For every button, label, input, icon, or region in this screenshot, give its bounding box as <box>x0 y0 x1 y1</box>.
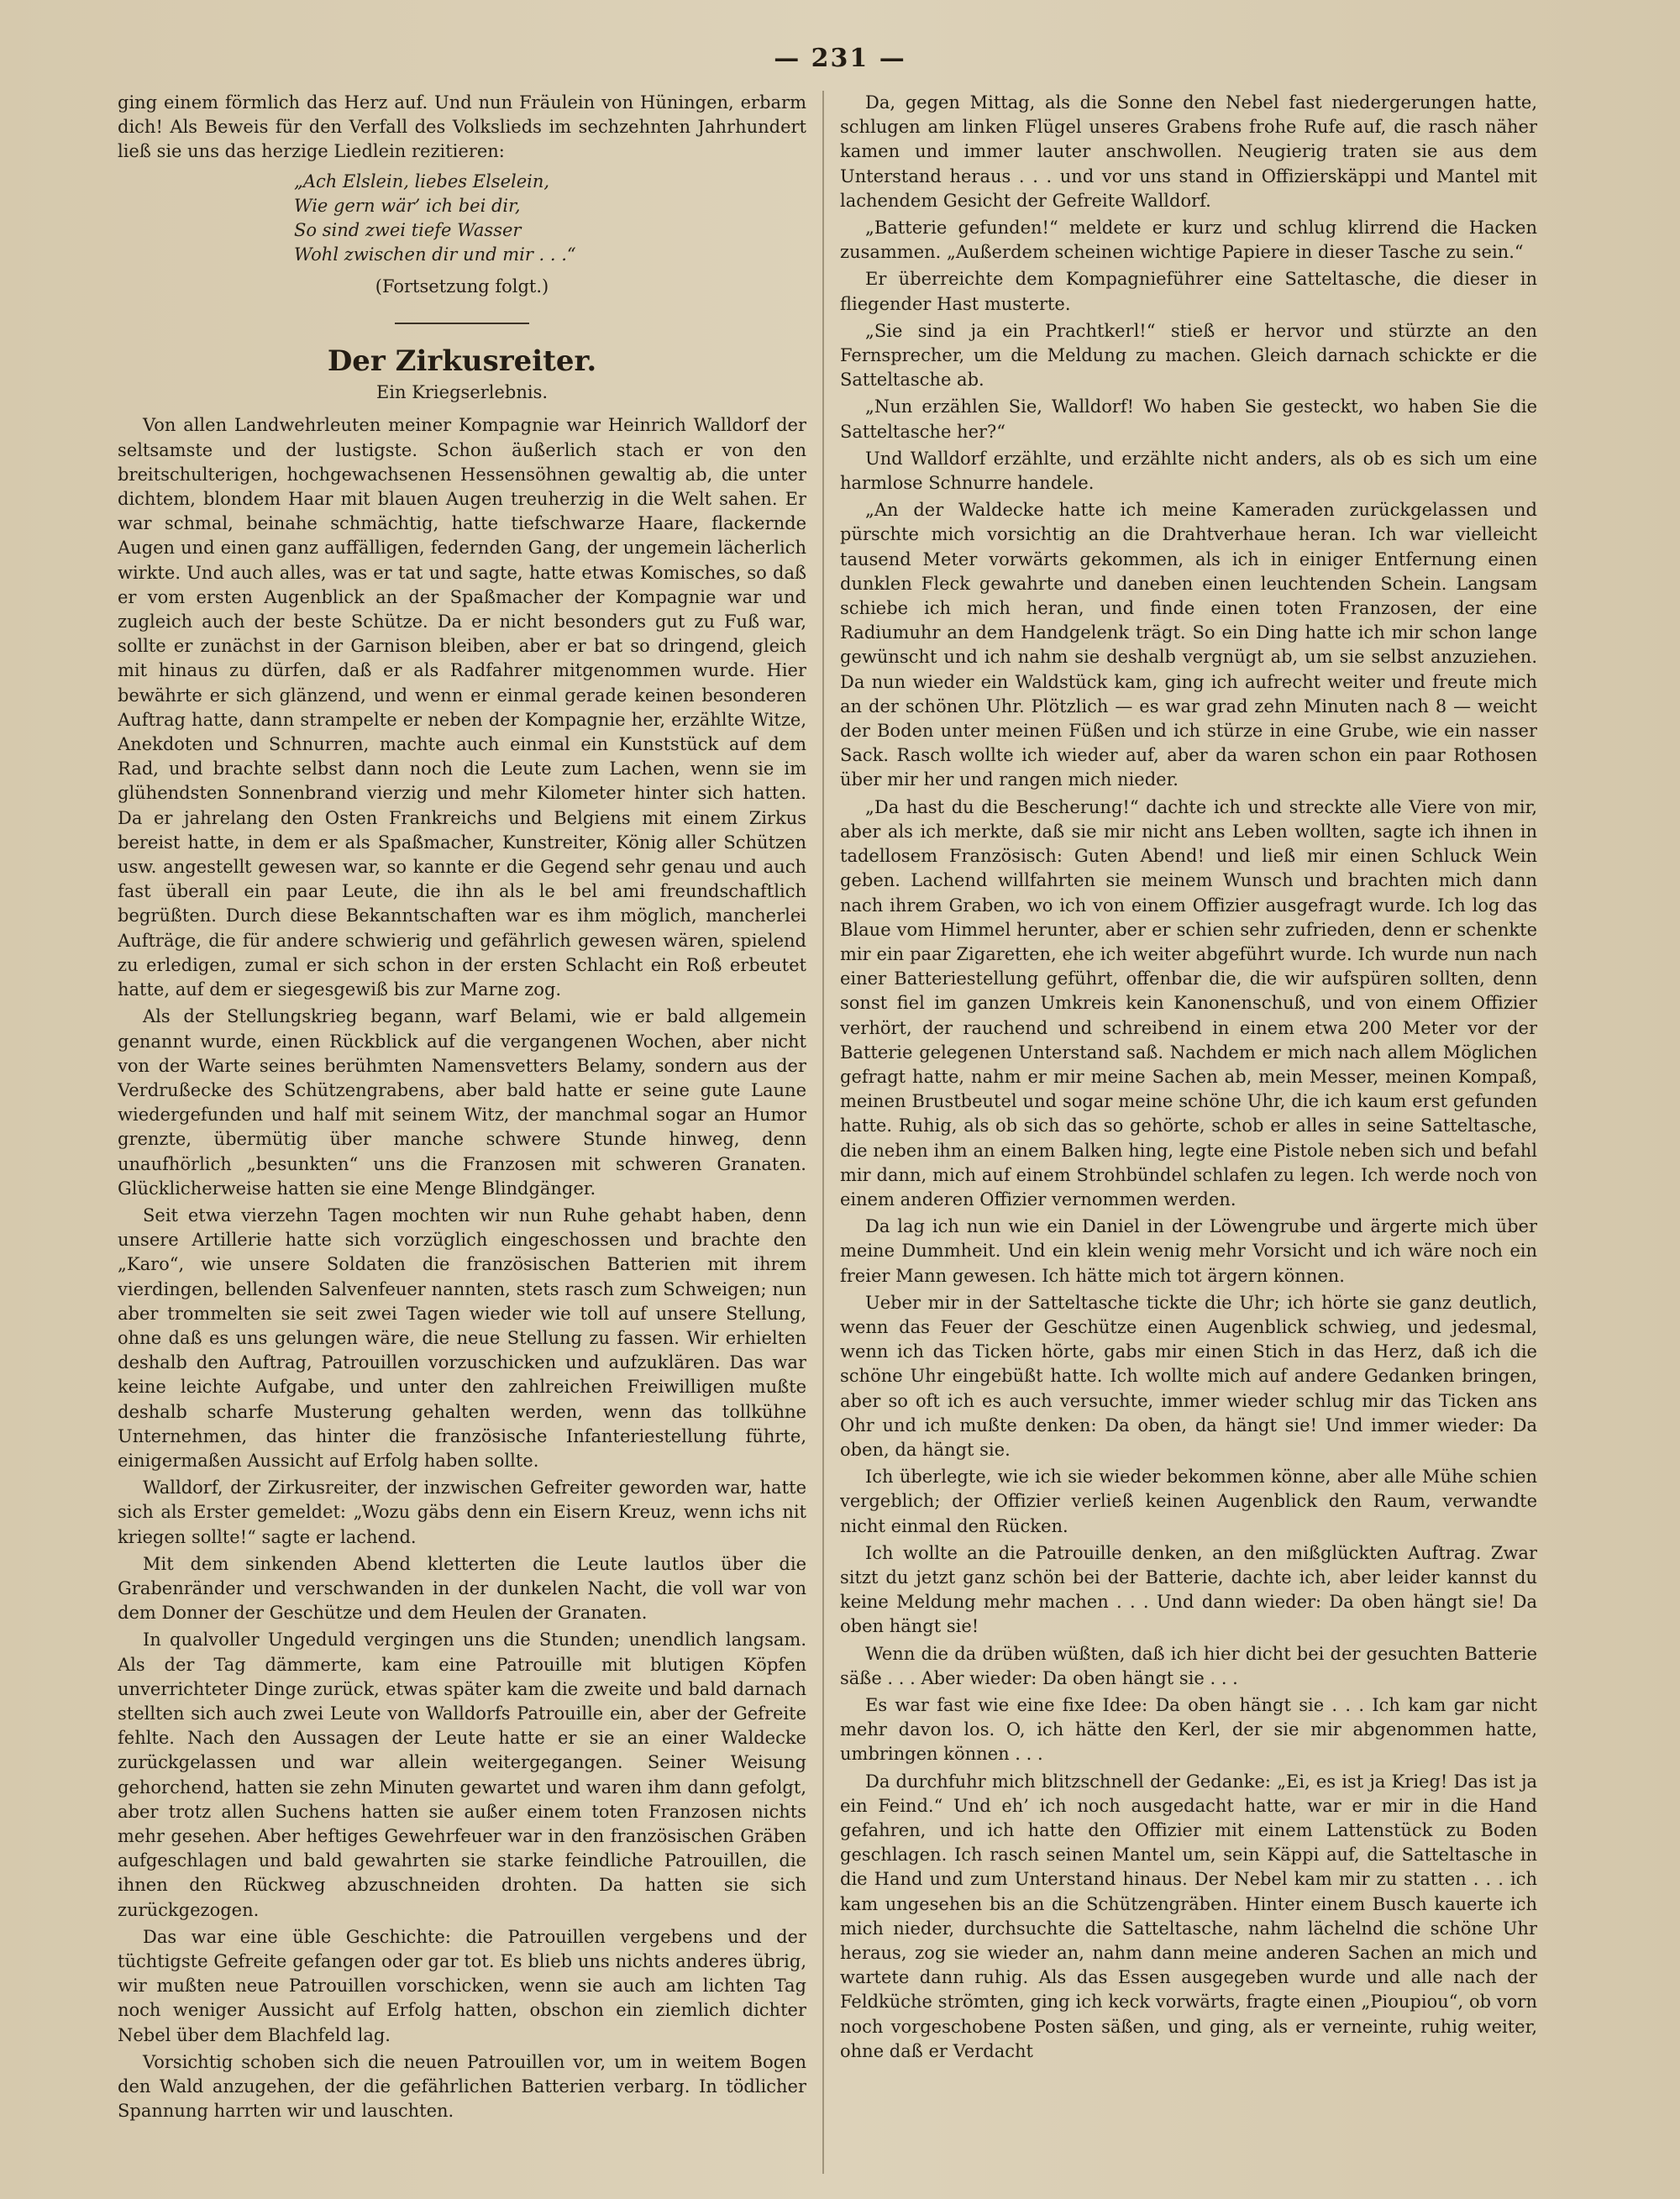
story-paragraph: „An der Waldecke hatte ich meine Kameraden zurückgelassen und pürschte mich vorsichtig an die Drahtverhaue heran. Ich war vielleicht tausend Meter vorwärts gekommen, als ich in einiger Entfernung einen dunklen Fleck gewahrte und daneben einen leuchtenden Schein. Langsam schiebe ich mich heran, und finde einen toten Franzosen, der eine Radiumuhr an dem Handgelenk trägt. So ein Ding hatte ich mir schon lange gewünscht und ich nahm sie deshalb vergnügt ab, um sie selbst anzuziehen. Da nun wieder ein Waldstück kam, ging ich aufrecht weiter und freute mich an der schönen Uhr. Plötzlich — es war grad zehn Minuten nach 8 — weicht der Boden unter meinen Füßen und ich stürze in eine Grube, wie ein nasser Sack. Rasch wollte ich wieder auf, aber da waren schon ein paar Rothosen über mir her und rangen mich nieder. <box>840 500 1537 790</box>
intro-paragraph: ging einem förmlich das Herz auf. Und nun Fräulein von Hüningen, erbarm dich! Als Beweis für den Verfall des Volkslieds im sechzehnten Jahrhundert ließ sie uns das herzige Liedlein rezitieren: <box>118 92 806 162</box>
story-paragraph: Er überreichte dem Kompagnieführer eine Satteltasche, die dieser in fliegender Hast musterte. <box>840 269 1537 314</box>
story-paragraph: Und Walldorf erzählte, und erzählte nicht anders, als ob es sich um eine harmlose Schnurre handele. <box>840 448 1537 494</box>
story-paragraph: Als der Stellungskrieg begann, warf Belami, wie er bald allgemein genannt wurde, einen Rückblick auf die vergangenen Wochen, aber nicht von der Warte seines berühmten Namensvetters Belamy, sondern aus der Verdrußecke des Schützengrabens, aber bald hatte er seine gute Laune wiedergefunden und half mit seinem Witz, der manchmal sogar an Humor grenzte, übermütig über manche schwere Stunde hinweg, denn unaufhörlich „besunkten“ uns die Franzosen mit schweren Granaten. Glücklicherweise hatten sie eine Menge Blindgänger. <box>118 1006 806 1199</box>
story-paragraph: Da, gegen Mittag, als die Sonne den Nebel fast niedergerungen hatte, schlugen am linken Flügel unseres Grabens frohe Rufe auf, die rasch näher kamen und immer lauter anschwollen. Neugierig traten sie aus dem Unterstand heraus . . . und vor uns stand in Offizierskäppi und Mantel mit lachendem Gesicht der Gefreite Walldorf. <box>840 92 1537 211</box>
story-paragraph: Ich überlegte, wie ich sie wieder bekommen könne, aber alle Mühe schien vergeblich; der Offizier verließ keinen Augenblick den Raum, verwandte nicht einmal den Rücken. <box>840 1467 1537 1536</box>
story-paragraph: „Sie sind ja ein Prachtkerl!“ stieß er hervor und stürzte an den Fernsprecher, um die Meldung zu machen. Gleich darnach schickte er die Satteltasche ab. <box>840 320 1537 391</box>
story-paragraph: In qualvoller Ungeduld vergingen uns die Stunden; unendlich langsam. Als der Tag dämmerte, kam eine Patrouille mit blutigen Köpfen unverrichteter Dinge zurück, etwas später kam die zweite und bald darnach stellten sich auch zwei Leute von Walldorfs Patrouille ein, aber der Gefreite fehlte. Nach den Aussagen der Leute hatte er sie an einer Waldecke zurückgelassen und war allein weitergegangen. Seiner Weisung gehorchend, hatten sie zehn Minuten gewartet und waren ihm dann gefolgt, aber trotz allen Suchens hatten sie außer einem toten Franzosen nichts mehr gesehen. Aber heftiges Gewehrfeuer war in den französischen Gräben aufgeschlagen und bald gewahrten sie starke feindliche Patrouillen, die ihnen den Rückweg abzuschneiden drohten. Da hatten sie sich zurückgezogen. <box>118 1630 806 1920</box>
story-paragraph: Ueber mir in der Satteltasche tickte die Uhr; ich hörte sie ganz deutlich, wenn das Feuer der Geschütze einen Augenblick schwieg, und jedesmal, wenn ich das Ticken hörte, gabs mir einen Stich in das Herz, daß ich die schöne Uhr eingebüßt hatte. Ich wollte mich auf andere Gedanken bringen, aber so oft ich es auch versuchte, immer wieder schlug mir das Ticken ans Ohr und ich mußte denken: Da oben, da hängt sie! Und immer wieder: Da oben, da hängt sie. <box>840 1292 1537 1460</box>
story-paragraph: Wenn die da drüben wüßten, daß ich hier dicht bei der gesuchten Batterie säße . . . Aber wieder: Da oben hängt sie . . . <box>840 1643 1537 1688</box>
story-paragraph: Ich wollte an die Patrouille denken, an den mißglückten Auftrag. Zwar sitzt du jetzt ganz schön bei der Batterie, dachte ich, aber leider kannst du keine Meldung mehr machen . . . Und dann wieder: Da oben hängt sie! Da oben hängt sie! <box>840 1542 1537 1637</box>
story-paragraph: Walldorf, der Zirkusreiter, der inzwischen Gefreiter geworden war, hatte sich als Erster gemeldet: „Wozu gäbs denn ein Eisern Kreuz, wenn ichs nit kriegen sollte!“ sagte er lachend. <box>118 1477 806 1547</box>
story-paragraph: Vorsichtig schoben sich die neuen Patrouillen vor, um in weitem Bogen den Wald anzugehen, der die gefährlichen Batterien verbarg. In tödlicher Spannung harrten wir und lauschten. <box>118 2051 806 2122</box>
story-paragraph: Da lag ich nun wie ein Daniel in der Löwengrube und ärgerte mich über meine Dummheit. Und ein klein wenig mehr Vorsicht und ich wäre noch ein freier Mann gewesen. Ich hätte mich tot ärgern können. <box>840 1216 1537 1286</box>
column-rule <box>822 91 824 2174</box>
section-divider <box>395 323 529 324</box>
story-paragraph: Von allen Landwehrleuten meiner Kompagnie war Heinrich Walldorf der seltsamste und der lustigste. Schon äußerlich stach er von den breitschulterigen, hochgewachsenen Hessensöhnen gewaltig ab, die unter dichtem, blondem Haar mit blauen Augen treuherzig in die Welt sahen. Er war schmal, beinahe schmächtig, hatte tiefschwarze Haare, flackernde Augen und einen ganz auffälligen, federnden Gang, der ungemein lächerlich wirkte. Und auch alles, was er tat und sagte, hatte etwas Komisches, so daß er vom ersten Augenblick an der Spaßmacher der Kompagnie war und zugleich auch der beste Schütze. Da er nicht besonders gut zu Fuß war, sollte er zunächst in der Garnison bleiben, aber er bat so dringend, gleich mit hinaus zu dürfen, daß er als Radfahrer mitgenommen wurde. Hier bewährte er sich glänzend, und wenn er einmal gerade keinen besonderen Auftrag hatte, dann strampelte er neben der Kompagnie her, erzählte Witze, Anekdoten und Schnurren, machte auch einmal ein Kunststück auf dem Rad, und brachte selbst dann noch die Leute zum Lachen, wenn sie im glühendsten Sonnenbrand vierzig und mehr Kilometer hinter sich hatten. Da er jahrelang den Osten Frankreichs und Belgiens mit einem Zirkus bereist hatte, in dem er als Spaßmacher, Kunstreiter, König aller Schützen usw. angestellt gewesen war, so kannte er die Gegend sehr genau und auch fast überall ein paar Leute, die ihn als le bel ami freundschaftlich begrüßten. Durch diese Bekanntschaften war es ihm möglich, mancherlei Aufträge, die für andere schwierig und gefährlich gewesen wären, spielend zu erledigen, zumal er sich schon in der ersten Schlacht ein Roß erbeutet hatte, auf dem er siegesgewiß bis zur Marne zog. <box>118 415 806 1000</box>
story-subtitle: Ein Kriegserlebnis. <box>375 382 549 403</box>
continued-note: (Fortsetzung folgt.) <box>375 276 549 297</box>
story-paragraph: „Da hast du die Bescherung!“ dachte ich und streckte alle Viere von mir, aber als ich merkte, daß sie mir nicht ans Leben wollten, sagte ich ihnen in tadellosem Französisch: Guten Abend! und ließ mir einen Schluck Wein geben. Lachend willfahrten sie meinem Wunsch und brachten mich dann nach ihrem Graben, wo ich von einem Offizier ausgefragt wurde. Ich log das Blaue vom Himmel herunter, aber er schien sehr zufrieden, denn er schenkte mir ein paar Zigaretten, ehe ich weiter abgeführt wurde. Ich wurde nun nach einer Batteriestellung geführt, offenbar die, die wir aufspüren sollten, denn sonst fiel im ganzen Umkreis kein Kanonenschuß, und von einem Offizier verhört, der rauchend und schreibend in einem etwa 200 Meter vor der Batterie gelegenen Unterstand saß. Nachdem er mich nach allem Möglichen gefragt hatte, nahm er mir meine Sachen ab, mein Messer, meinen Kompaß, meinen Brustbeutel und sogar meine schöne Uhr, die ich kaum erst gefunden hatte. Ruhig, als ob sich das so gehörte, schob er alles in seine Satteltasche, die neben ihm an einem Balken hing, legte eine Pistole neben sich und befahl mir dann, mich auf einem Strohbündel schlafen zu legen. Ich werde noch von einem anderen Offizier vernommen werden. <box>840 796 1537 1210</box>
story-paragraph: „Nun erzählen Sie, Walldorf! Wo haben Sie gesteckt, wo haben Sie die Satteltasche her?“ <box>840 396 1537 442</box>
poem-line: So sind zwei tiefe Wasser <box>294 220 522 241</box>
story-title: Der Zirkusreiter. <box>327 344 597 379</box>
left-column <box>118 91 806 2174</box>
story-paragraph: Das war eine üble Geschichte: die Patrouillen vergebens und der tüchtigste Gefreite gefangen oder gar tot. Es blieb uns nichts anderes übrig, wir mußten neue Patrouillen vorschicken, wenn sie auch am lichten Tag noch weniger Aussicht auf Erfolg hatten, obschon ein ziemlich dichter Nebel über dem Blachfeld lag. <box>118 1926 806 2045</box>
story-paragraph: Seit etwa vierzehn Tagen mochten wir nun Ruhe gehabt haben, denn unsere Artillerie hatte sich vorzüglich eingeschossen und brachte den „Karo“, wie unsere Soldaten die französischen Batterien mit ihrem vierdingen, bellenden Salvenfeuer nannten, stets rasch zum Schweigen; nun aber trommelten sie seit zwei Tagen wieder wie toll auf unsere Stellung, ohne daß es uns gelungen wäre, die neue Stellung zu fassen. Wir erhielten deshalb den Auftrag, Patrouillen vorzuschicken und aufzuklären. Das war keine leichte Aufgabe, und unter den zahlreichen Freiwilligen mußte deshalb scharfe Musterung gehalten werden, wenn das tollkühne Unternehmen, das hinter die französische Infanteriestellung führte, einigermaßen Aussicht auf Erfolg haben sollte. <box>118 1204 806 1471</box>
story-paragraph: Mit dem sinkenden Abend kletterten die Leute lautlos über die Grabenränder und verschwanden in der dunkelen Nacht, die voll war von dem Donner der Geschütze und dem Heulen der Granaten. <box>118 1553 806 1624</box>
poem-line: Wie gern wär’ ich bei dir, <box>294 195 521 216</box>
story-paragraph: Es war fast wie eine fixe Idee: Da oben hängt sie . . . Ich kam gar nicht mehr davon los. O, ich hätte den Kerl, der sie mir abgenommen hatte, umbringen können . . . <box>840 1695 1537 1765</box>
story-paragraph: „Batterie gefunden!“ meldete er kurz und schlug klirrend die Hacken zusammen. „Außerdem scheinen wichtige Papiere in dieser Tasche zu sein.“ <box>840 218 1537 263</box>
right-column <box>840 91 1537 2174</box>
poem-line: „Ach Elslein, liebes Elselein, <box>294 171 550 192</box>
page-number: — 231 — <box>774 44 906 73</box>
poem <box>294 170 806 268</box>
story-paragraph: Da durchfuhr mich blitzschnell der Gedanke: „Ei, es ist ja Krieg! Das ist ja ein Feind.“ Und eh’ ich noch ausgedacht hatte, war er mir in die Hand gefahren, und ich hatte den Offizier mit einem Lattenstück zu Boden geschlagen. Ich rasch seinen Mantel um, sein Käppi auf, die Satteltasche in die Hand und zum Unterstand hinaus. Der Nebel kam mir zu statten . . . ich kam ungesehen bis an die Schützengräben. Hinter einem Busch kauerte ich mich nieder, durchsuchte die Satteltasche, nahm lächelnd die schöne Uhr heraus, zog sie wieder an, nahm dann meine anderen Sachen an mich und wartete dann ruhig. Als das Essen ausgegeben wurde und alle nach der Feldküche strömten, ging ich keck vorwärts, fragte einen „Pioupiou“, ob vorn noch vorgeschobene Posten säßen, und ging, als er verneinte, ruhig weiter, ohne daß er Verdacht <box>840 1771 1537 2061</box>
poem-line: Wohl zwischen dir und mir . . .“ <box>294 244 576 265</box>
